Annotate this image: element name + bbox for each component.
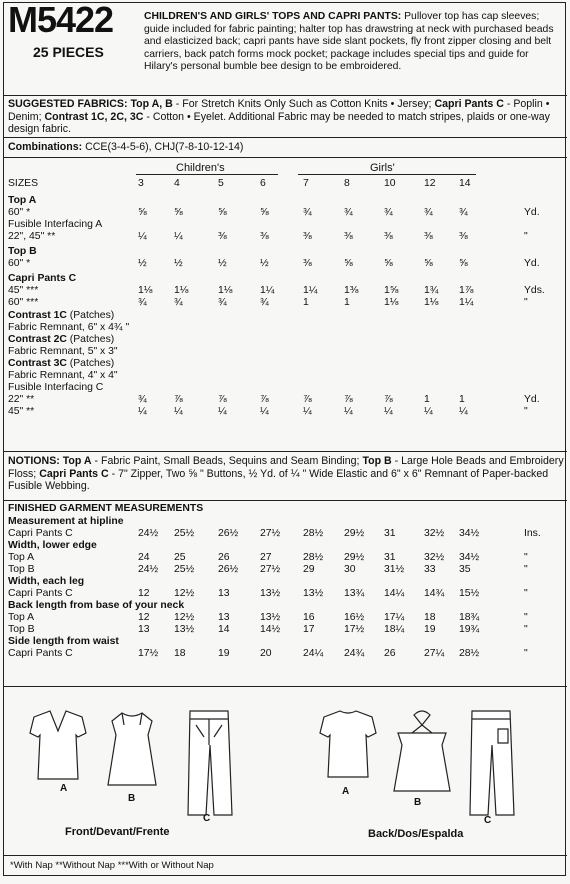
measure-row-1-0-value: 27	[260, 552, 272, 563]
measure-row-1-1-value: 24½	[138, 564, 159, 575]
header-rules	[8, 174, 564, 175]
divider	[3, 451, 567, 452]
top-a-60-value: ¾	[424, 207, 433, 218]
measure-row-0-0-value: 29½	[344, 528, 365, 539]
capri-heading-row	[8, 273, 564, 285]
top-b-60-value: ⅝	[424, 258, 433, 269]
divider	[3, 500, 567, 501]
measure-row-3-1-value: 13½	[174, 624, 195, 635]
notions-capri-text: - 7" Zipper, Two ⅝ " Buttons, ½ Yd. of ¼ " Wide Elastic and 6" x 6" Remnant of Paper-backed Fusible Webbing.	[8, 467, 549, 493]
divider	[3, 855, 567, 856]
top-a-60-value: ⅝	[174, 207, 183, 218]
measure-row-1-0-value: 24	[138, 552, 150, 563]
interfacing-c-45-value: ¼	[344, 406, 353, 417]
measurements-title-row	[8, 503, 564, 515]
combinations-label: Combinations:	[8, 141, 83, 153]
sizes-value: 5	[218, 178, 224, 189]
top-a-interfacing-22-45-unit: "	[524, 231, 528, 242]
measure-row-3-0-unit: "	[524, 612, 528, 623]
top-b-60-value: ⅜	[303, 258, 312, 269]
top-a-front-drawing	[30, 711, 86, 779]
fabrics-contrast: Contrast 1C, 2C, 3C	[44, 110, 144, 123]
pattern-number: M5422	[8, 0, 114, 40]
contrast-1c-remnant: Fabric Remnant, 6" x 4¾ "	[8, 322, 130, 333]
notions-top-b-text: - Large Hole Beads and Embroidery Floss;	[8, 455, 564, 480]
capri-45-value: 1⅝	[384, 285, 399, 296]
interfacing-c-45-value: ¼	[138, 406, 147, 417]
top-b-back-drawing	[394, 733, 450, 791]
interfacing-c-22-unit: Yd.	[524, 394, 540, 405]
measure-row-4-0-value: 24¼	[303, 648, 324, 659]
measure-row-0-0-label: Capri Pants C	[8, 528, 73, 539]
interfacing-c-45-value: ¼	[260, 406, 269, 417]
top-a-interfacing: Fusible Interfacing A	[8, 219, 103, 230]
contrast-2c-remnant: Fabric Remnant, 5" x 3"	[8, 346, 118, 357]
top-a-interfacing-22-45-value: ⅜	[424, 231, 433, 242]
interfacing-c-45-value: ¼	[384, 406, 393, 417]
front-caption: Front/Devant/Frente	[65, 826, 170, 838]
measure-row-2-0-value: 13¾	[344, 588, 365, 599]
contrast-2c-paren: (Patches)	[66, 334, 115, 345]
measure-row-2-0-value: 12½	[174, 588, 195, 599]
interfacing-c-22-value: ⅞	[344, 394, 353, 405]
measure-row-4-0-value: 27¼	[424, 648, 445, 659]
interfacing-c-22-value: 1	[459, 394, 465, 405]
capri-60-value: ¾	[138, 297, 147, 308]
measure-row-0-0-value: 24½	[138, 528, 159, 539]
measure-row-0-0-value: 34½	[459, 528, 480, 539]
measure-group-2-row	[8, 576, 564, 588]
measure-row-4-0-value: 19	[218, 648, 230, 659]
notions-label: NOTIONS:	[8, 455, 60, 467]
sizes-label: SIZES	[8, 178, 39, 189]
top-b-60-value: ⅝	[384, 258, 393, 269]
measure-row-2-0-value: 13	[218, 588, 230, 599]
measure-row-3-1-value: 17	[303, 624, 315, 635]
contrast-1c-row	[8, 310, 564, 322]
measure-row-4-0-value: 28½	[459, 648, 480, 659]
top-a-60-value: ¾	[459, 207, 468, 218]
measure-row-4-0-unit: "	[524, 648, 528, 659]
label-c-back: C	[484, 815, 492, 826]
top-b-60-value: ½	[174, 258, 183, 269]
interfacing-c-22-row	[8, 394, 564, 406]
top-a-60-unit: Yd.	[524, 207, 540, 218]
measure-group-0: Measurement at hipline	[8, 516, 124, 527]
measure-row-2-0-label: Capri Pants C	[8, 588, 73, 599]
measure-row-1-1-value: 31½	[384, 564, 405, 575]
top-a-60-label: 60" *	[8, 207, 31, 218]
interfacing-c-45-value: ¼	[424, 406, 433, 417]
measure-row-3-1-value: 19	[424, 624, 436, 635]
measure-group-1: Width, lower edge	[8, 540, 97, 551]
measure-row-1-1-value: 26½	[218, 564, 239, 575]
capri-60-value: ¾	[218, 297, 227, 308]
measure-row-1-1-value: 27½	[260, 564, 281, 575]
sizes-value: 12	[424, 178, 436, 189]
top-a-interfacing-22-45-value: ⅜	[303, 231, 312, 242]
top-b-60-value: ⅝	[344, 258, 353, 269]
capri-back-drawing	[470, 711, 514, 815]
notions-top-b: Top B	[362, 455, 392, 467]
measure-row-3-0-label: Top A	[8, 612, 34, 623]
contrast-1c-label: Contrast 1C	[8, 310, 67, 321]
capri-60-value: 1⅛	[384, 297, 399, 308]
measure-group-0-row	[8, 516, 564, 528]
capri-60-value: 1	[303, 297, 309, 308]
measure-row-3-1-value: 17½	[344, 624, 365, 635]
top-a-interfacing-22-45-value: ⅜	[260, 231, 269, 242]
capri-60-label: 60" ***	[8, 297, 39, 308]
piece-count: 25 PIECES	[33, 44, 104, 60]
measure-row-0-0-value: 32½	[424, 528, 445, 539]
top-b-heading: Top B	[8, 246, 37, 257]
measure-row-2-0-value: 14¾	[424, 588, 445, 599]
top-a-interfacing-22-45-value: ¼	[138, 231, 147, 242]
measure-row-2-0-value: 15½	[459, 588, 480, 599]
measure-group-4-row	[8, 636, 564, 648]
capri-60-value: ¾	[174, 297, 183, 308]
measurements-table	[8, 503, 564, 683]
sizes-value: 4	[174, 178, 180, 189]
capri-60-row	[8, 297, 564, 309]
measure-row-1-0-value: 26	[218, 552, 230, 563]
sizes-row	[8, 178, 564, 190]
measure-row-3-1-value: 14	[218, 624, 230, 635]
measure-row-3-1-value: 18¼	[384, 624, 405, 635]
capri-45-label: 45" ***	[8, 285, 39, 296]
contrast-3c-row	[8, 358, 564, 370]
capri-45-value: 1¾	[424, 285, 439, 296]
combinations	[8, 141, 564, 154]
measure-row-1-0-value: 28½	[303, 552, 324, 563]
measure-row-1-1-row	[8, 564, 564, 576]
girls-rule	[298, 174, 476, 175]
label-a-back: A	[342, 786, 350, 797]
capri-heading: Capri Pants C	[8, 273, 77, 284]
measure-row-3-0-value: 13½	[260, 612, 281, 623]
interfacing-c-22-value: ⅞	[260, 394, 269, 405]
measure-row-1-0-value: 29½	[344, 552, 365, 563]
label-c-front: C	[203, 813, 211, 824]
measure-row-4-0-value: 18	[174, 648, 186, 659]
measure-row-1-1-unit: "	[524, 564, 528, 575]
contrast-2c-label: Contrast 2C	[8, 334, 67, 345]
measure-row-4-0-value: 24¾	[344, 648, 365, 659]
top-b-60-row	[8, 258, 564, 270]
notions-capri: Capri Pants C	[39, 467, 109, 480]
back-illustrations	[312, 705, 542, 830]
front-illustrations	[20, 705, 260, 830]
top-b-60-value: ½	[260, 258, 269, 269]
measure-row-0-0-value: 31	[384, 528, 396, 539]
divider	[3, 137, 567, 138]
fabrics-top-ab-text: - For Stretch Knits Only Such as Cotton Knits • Jersey;	[172, 98, 432, 110]
interfacing-c-22-value: ⅞	[174, 394, 183, 405]
measure-group-2: Width, each leg	[8, 576, 85, 587]
capri-front-drawing	[188, 711, 232, 815]
combinations-text: CCE(3-4-5-6), CHJ(7-8-10-12-14)	[82, 141, 244, 153]
measure-row-3-1-row	[8, 624, 564, 636]
divider	[3, 95, 567, 96]
measure-row-2-0-row	[8, 588, 564, 600]
measure-row-1-0-value: 31	[384, 552, 396, 563]
measure-row-1-1-label: Top B	[8, 564, 35, 575]
contrast-3c	[8, 358, 114, 370]
label-b-back: B	[414, 797, 422, 808]
contrast-1c-paren: (Patches)	[66, 310, 115, 321]
measure-row-3-0-value: 13	[218, 612, 230, 623]
interfacing-c-heading: Fusible Interfacing C	[8, 382, 104, 393]
contrast-3c-remnant: Fabric Remnant, 4" x 4"	[8, 370, 118, 381]
measure-row-0-0-row	[8, 528, 564, 540]
measure-row-0-0-value: 25½	[174, 528, 195, 539]
contrast-1c-remnant-row	[8, 322, 564, 334]
measure-row-2-0-value: 13½	[260, 588, 281, 599]
measure-row-1-1-value: 29	[303, 564, 315, 575]
measure-row-3-0-value: 16	[303, 612, 315, 623]
label-a-front: A	[60, 783, 68, 794]
measure-row-3-0-value: 12	[138, 612, 150, 623]
measure-row-2-0-unit: "	[524, 588, 528, 599]
pattern-title: CHILDREN'S AND GIRLS' TOPS AND CAPRI PANTS:	[144, 11, 402, 22]
measure-row-3-0-value: 18	[424, 612, 436, 623]
interfacing-c-heading-row	[8, 382, 564, 394]
measure-row-4-0-label: Capri Pants C	[8, 648, 73, 659]
sizes-value: 14	[459, 178, 471, 189]
measure-row-2-0-value: 14¼	[384, 588, 405, 599]
sizes-value: 10	[384, 178, 396, 189]
contrast-3c-label: Contrast 3C	[8, 358, 67, 369]
contrast-1c	[8, 310, 114, 322]
back-caption: Back/Dos/Espalda	[368, 828, 464, 840]
top-a-60-value: ⅝	[260, 207, 269, 218]
childrens-header: Children's	[176, 162, 225, 174]
interfacing-c-45-label: 45" **	[8, 406, 35, 417]
measure-row-3-1-value: 14½	[260, 624, 281, 635]
top-a-interfacing-22-45-label: 22", 45" **	[8, 231, 56, 242]
capri-45-value: 1⅛	[138, 285, 153, 296]
measure-row-1-1-value: 25½	[174, 564, 195, 575]
top-a-interfacing-row	[8, 219, 564, 231]
contrast-2c-row	[8, 334, 564, 346]
measure-row-3-0-row	[8, 612, 564, 624]
description-text: Pullover top has cap sleeves; guide included for fabric painting; halter top has drawstring at neck with purchased beads and elasticized back; capri pants have side slant pockets, fly front zipper closing and belt carriers, back patch forms mock pocket; package includes special tips and guide for Hilary's personal bumble bee design to be embroidered.	[144, 11, 554, 73]
pattern-description	[144, 11, 562, 74]
measure-row-4-0-value: 17½	[138, 648, 159, 659]
measure-row-1-0-label: Top A	[8, 552, 34, 563]
measure-row-4-0-value: 26	[384, 648, 396, 659]
capri-60-unit: "	[524, 297, 528, 308]
top-a-back-drawing	[320, 711, 376, 777]
top-a-60-value: ¾	[384, 207, 393, 218]
top-b-heading-row	[8, 246, 564, 258]
top-a-interfacing-22-45-value: ⅜	[344, 231, 353, 242]
yardage-table	[8, 160, 564, 448]
suggested-fabrics	[8, 98, 564, 136]
interfacing-c-22-value: ¾	[138, 394, 147, 405]
measure-row-1-1-value: 30	[344, 564, 356, 575]
measure-row-2-0-value: 12	[138, 588, 150, 599]
capri-45-value: 1⅛	[218, 285, 233, 296]
interfacing-c-22-value: ⅞	[384, 394, 393, 405]
capri-45-unit: Yds.	[524, 285, 545, 296]
capri-60-value: 1⅛	[424, 297, 439, 308]
top-a-60-row	[8, 207, 564, 219]
divider	[3, 686, 567, 687]
measure-row-1-0-value: 25	[174, 552, 186, 563]
measure-row-4-0-row	[8, 648, 564, 660]
interfacing-c-45-unit: "	[524, 406, 528, 417]
top-a-60-value: ¾	[303, 207, 312, 218]
measure-group-3: Back length from base of your neck	[8, 600, 185, 611]
girls-header: Girls'	[370, 162, 395, 174]
nap-footnote: *With Nap **Without Nap ***With or Without Nap	[10, 860, 214, 871]
interfacing-c-22-value: ⅞	[303, 394, 312, 405]
capri-45-row	[8, 285, 564, 297]
interfacing-c-22-label: 22" **	[8, 394, 35, 405]
capri-60-value: 1	[344, 297, 350, 308]
measure-group-1-row	[8, 540, 564, 552]
sizes-value: 6	[260, 178, 266, 189]
measurements-title: FINISHED GARMENT MEASUREMENTS	[8, 503, 204, 514]
measure-row-3-1-value: 13	[138, 624, 150, 635]
measure-row-3-1-value: 19¾	[459, 624, 480, 635]
measure-row-1-0-row	[8, 552, 564, 564]
measure-group-3-row	[8, 600, 564, 612]
fabrics-capri: Capri Pants C	[434, 98, 504, 110]
capri-45-value: 1⅞	[459, 285, 474, 296]
top-a-interfacing-22-45-value: ⅜	[459, 231, 468, 242]
capri-60-value: 1¼	[459, 297, 474, 308]
capri-60-value: ¾	[260, 297, 269, 308]
top-b-front-drawing	[108, 713, 156, 785]
fabrics-capri-text: - Poplin • Denim;	[8, 98, 550, 123]
top-a-60-value: ⅝	[138, 207, 147, 218]
measure-row-1-1-value: 35	[459, 564, 471, 575]
top-b-60-label: 60" *	[8, 258, 31, 269]
interfacing-c-45-value: ¼	[459, 406, 468, 417]
interfacing-c-45-row	[8, 406, 564, 418]
measure-row-0-0-value: 26½	[218, 528, 239, 539]
top-b-60-value: ⅝	[459, 258, 468, 269]
contrast-3c-paren: (Patches)	[66, 358, 115, 369]
measure-row-0-0-unit: Ins.	[524, 528, 541, 539]
capri-45-value: 1¼	[303, 285, 318, 296]
sizes-value: 7	[303, 178, 309, 189]
measure-row-3-0-value: 16½	[344, 612, 365, 623]
measure-group-4: Side length from waist	[8, 636, 119, 647]
fabrics-contrast-text: - Cotton • Eyelet. Additional Fabric may be needed to match stripes, plaids or one-way design fabric.	[8, 110, 550, 136]
sizes-value: 3	[138, 178, 144, 189]
top-b-60-value: ½	[138, 258, 147, 269]
measure-row-3-0-value: 17¼	[384, 612, 405, 623]
size-group-header	[8, 162, 564, 174]
measure-row-0-0-value: 27½	[260, 528, 281, 539]
top-b-60-value: ½	[218, 258, 227, 269]
measure-row-4-0-value: 20	[260, 648, 272, 659]
fabrics-top-ab: Top A, B	[130, 98, 173, 110]
contrast-3c-remnant-row	[8, 370, 564, 382]
interfacing-c-45-value: ¼	[218, 406, 227, 417]
capri-45-value: 1⅛	[174, 285, 189, 296]
measure-row-2-0-value: 13½	[303, 588, 324, 599]
contrast-2c-remnant-row	[8, 346, 564, 358]
measure-row-3-1-label: Top B	[8, 624, 35, 635]
fabrics-label: SUGGESTED FABRICS:	[8, 98, 128, 110]
measure-row-1-0-value: 34½	[459, 552, 480, 563]
measure-row-1-1-value: 33	[424, 564, 436, 575]
notions-top-a-text: - Fabric Paint, Small Beads, Sequins and Seam Binding;	[91, 455, 363, 467]
notions	[8, 455, 564, 493]
childrens-rule	[136, 174, 278, 175]
label-b-front: B	[128, 793, 136, 804]
top-a-heading: Top A	[8, 195, 37, 206]
interfacing-c-45-value: ¼	[174, 406, 183, 417]
top-a-interfacing-22-45-row	[8, 231, 564, 243]
measure-row-3-0-value: 18¾	[459, 612, 480, 623]
divider	[3, 157, 567, 158]
sizes-value: 8	[344, 178, 350, 189]
measure-row-3-0-value: 12½	[174, 612, 195, 623]
top-a-interfacing-22-45-value: ⅜	[218, 231, 227, 242]
capri-45-value: 1¼	[260, 285, 275, 296]
top-a-60-value: ⅝	[218, 207, 227, 218]
interfacing-c-22-value: 1	[424, 394, 430, 405]
notions-top-a: Top A	[62, 455, 92, 467]
measure-row-3-1-unit: "	[524, 624, 528, 635]
interfacing-c-22-value: ⅞	[218, 394, 227, 405]
top-a-60-value: ¾	[344, 207, 353, 218]
top-a-interfacing-22-45-value: ⅜	[384, 231, 393, 242]
contrast-2c	[8, 334, 114, 346]
measure-row-0-0-value: 28½	[303, 528, 324, 539]
top-a-interfacing-22-45-value: ¼	[174, 231, 183, 242]
interfacing-c-45-value: ¼	[303, 406, 312, 417]
capri-45-value: 1⅜	[344, 285, 359, 296]
top-a-heading-row	[8, 195, 564, 207]
top-b-60-unit: Yd.	[524, 258, 540, 269]
measure-row-1-0-unit: "	[524, 552, 528, 563]
measure-row-1-0-value: 32½	[424, 552, 445, 563]
